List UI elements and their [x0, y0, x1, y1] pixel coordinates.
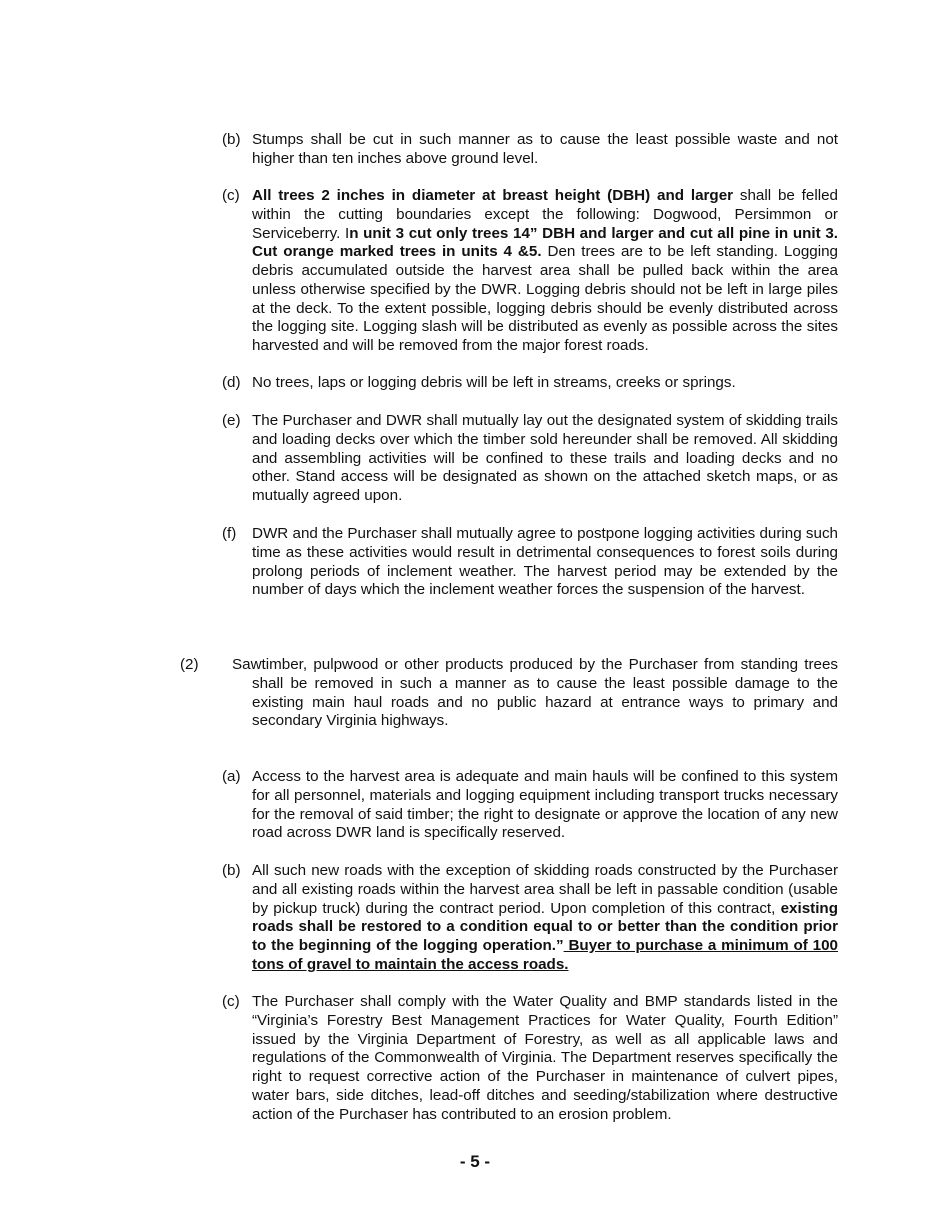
clause-text — [252, 862, 838, 975]
clause-text: Access to the harvest area is adequate and main hauls will be confined to this system for all personnel, materials and logging equipment including transport trucks necessary for the removal of said timber; the right to designate or approve the location of any new road across DWR land is specifically reserved. — [252, 768, 838, 842]
clause-1f — [222, 525, 838, 600]
clause-1c — [222, 187, 838, 356]
bold-text: n unit 3 cut only trees 14” DBH and larger and cut all pine in unit 3. Cut orange marked trees in units 4 &5. — [252, 224, 838, 261]
clause-2c — [222, 993, 838, 1124]
clause-text: DWR and the Purchaser shall mutually agree to postpone logging activities during such time as these activities would result in detrimental consequences to forest soils during prolong periods of inclement weather. The harvest period may be extended by the number of days which the inclement weather forces the suspension of the harvest. — [252, 525, 838, 599]
clause-text — [252, 187, 838, 356]
clause-label: (b) — [222, 131, 241, 148]
clause-text: The Purchaser shall comply with the Water Quality and BMP standards listed in the “Virginia’s Forestry Best Management Practices for Water Quality, Fourth Edition” issued by the Virginia Department of Forestry, as well as all applicable laws and regulations of the Commonwealth of Virginia. The Department reserves specifically the right to request corrective action of the Purchaser in maintenance of culvert pipes, water bars, side ditches, lead-off ditches and seeding/stabilization where destructive action of the Purchaser has contributed to an erosion problem. — [252, 993, 838, 1123]
clause-label: (b) — [222, 862, 241, 879]
plain-text: Den trees are to be left standing. Logging debris accumulated outside the harvest area shall be pulled back within the area unless otherwise specified by the DWR. Logging debris should not be left in large piles at the deck. To the extent possible, logging debris should be evenly distributed across the logging site. Logging slash will be distributed as evenly as possible across the sites harvested and will be removed from the major forest roads. — [252, 243, 838, 354]
clause-label: (c) — [222, 187, 240, 204]
page-number: - 5 - — [459, 1152, 491, 1171]
clause-2b — [222, 862, 838, 975]
clause-label: (e) — [222, 412, 241, 429]
clause-text: No trees, laps or logging debris will be left in streams, creeks or springs. — [252, 374, 736, 391]
clause-label: (d) — [222, 374, 241, 391]
bold-text: All trees 2 inches in diameter at breast height (DBH) and larger — [252, 187, 734, 204]
plain-text: shall be felled within the cutting boundaries except the following: Dogwood, Persimmon or Serviceberry. I — [252, 187, 838, 242]
clause-2a — [222, 768, 838, 843]
clause-text: Stumps shall be cut in such manner as to cause the least possible waste and not higher than ten inches above ground level. — [252, 131, 838, 167]
clause-label: (c) — [222, 993, 240, 1010]
clause-1b — [222, 131, 838, 169]
plain-text: All such new roads with the exception of skidding roads constructed by the Purchaser and all existing roads within the harvest area shall be left in passable condition (usable by pickup truck) during the contract period. Upon completion of this contract, — [252, 862, 838, 917]
section-text: Sawtimber, pulpwood or other products produced by the Purchaser from standing trees shall be removed in such a manner as to cause the least possible damage to the existing main haul roads and no public hazard at entrance ways to primary and secondary Virginia highways. — [232, 656, 838, 730]
section-label: (2) — [180, 656, 199, 673]
bold-underline-text: Buyer to purchase a minimum of 100 tons of gravel to maintain the access roads. — [252, 937, 838, 973]
bold-text: existing roads shall be restored to a condition equal to or better than the condition prior to the beginning of the logging operation.” — [252, 899, 838, 954]
clause-label: (a) — [222, 768, 241, 785]
clause-1d — [222, 374, 838, 393]
clause-label: (f) — [222, 525, 237, 542]
clause-1e — [222, 412, 838, 506]
section-2 — [180, 656, 838, 731]
clause-text: The Purchaser and DWR shall mutually lay out the designated system of skidding trails and loading decks over which the timber sold hereunder shall be removed. All skidding and assembling activities will be confined to these trails and loading decks and no other. Stand access will be designated as shown on the attached sketch maps, or as mutually agreed upon. — [252, 412, 838, 504]
